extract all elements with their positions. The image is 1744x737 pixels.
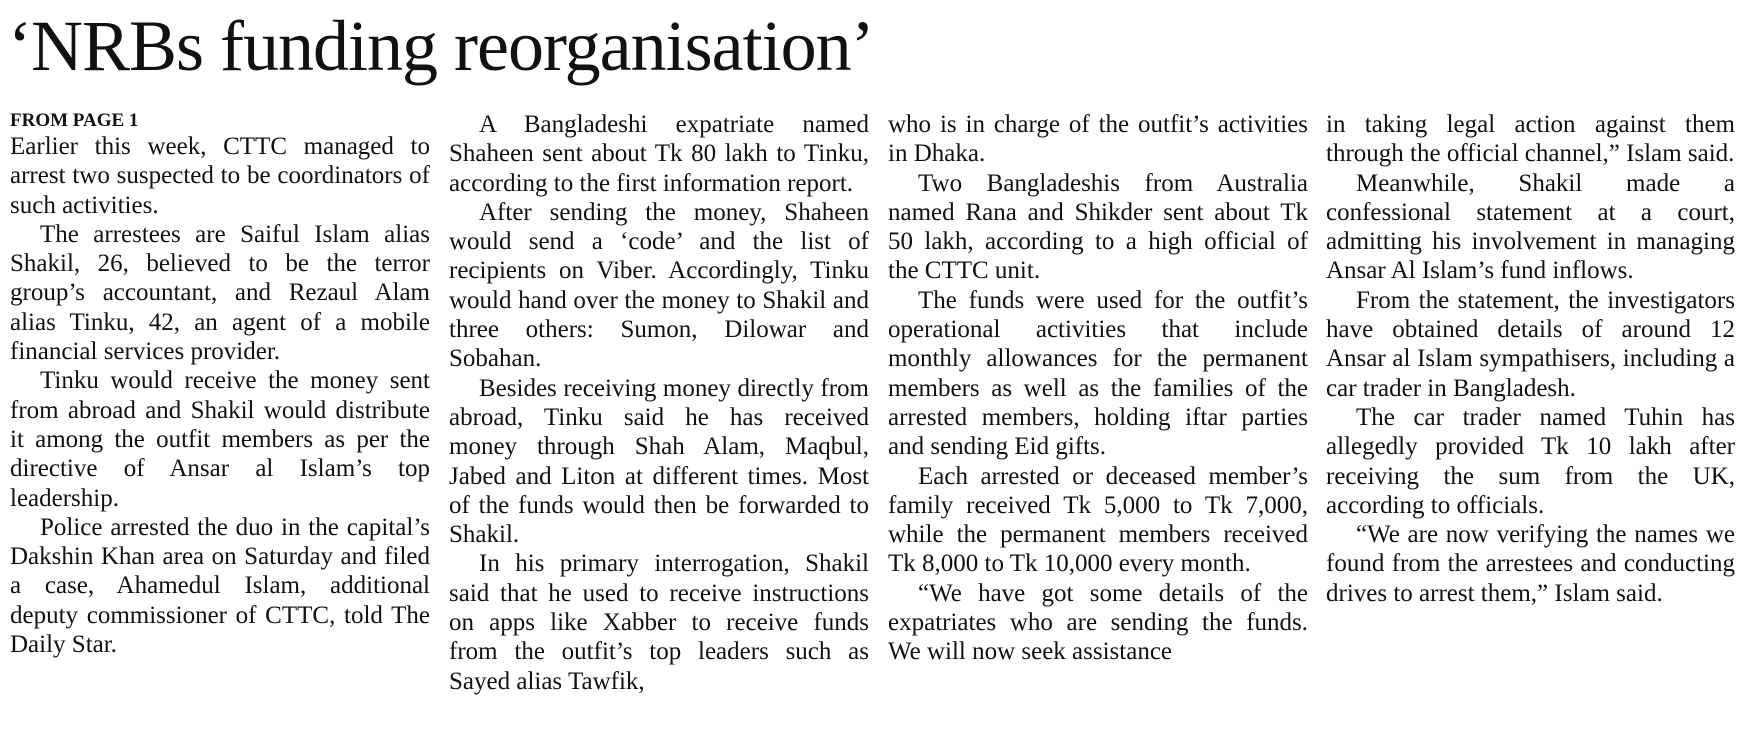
paragraph: After sending the money, Shaheen would send a ‘code’ and the list of recipients on Viber. Accordingly, Tinku would hand over the money to Shakil and three others: Sumon, Dilowar and Sobahan.: [449, 198, 869, 373]
article-column-4: [1326, 110, 1735, 735]
paragraph: The funds were used for the outfit’s operational activities that include monthly allowances for the permanent members as well as the families of the arrested members, holding iftar parties and sending Eid gifts.: [888, 286, 1308, 461]
paragraph: in taking legal action against them through the official channel,” Islam said.: [1326, 111, 1735, 168]
paragraph: The arrestees are Saiful Islam alias Shakil, 26, believed to be the terror group’s accountant, and Rezaul Alam alias Tinku, 42, an agent of a mobile financial services provider.: [10, 220, 430, 366]
headline: ‘NRBs funding reorganisation’: [8, 6, 874, 86]
page-kicker: FROM PAGE 1: [10, 110, 139, 131]
article-column-3: [888, 110, 1308, 735]
paragraph: Police arrested the duo in the capital’s Dakshin Khan area on Saturday and filed a case, Ahamedul Islam, additional deputy commissioner of CTTC, told The Daily Star.: [10, 513, 430, 659]
paragraph: Tinku would receive the money sent from abroad and Shakil would distribute it among the outfit members as per the directive of Ansar al Islam’s top leadership.: [10, 367, 430, 512]
paragraph: From the statement, the investigators have obtained details of around 12 Ansar al Islam sympathisers, including a car trader in Bangladesh.: [1326, 286, 1735, 402]
paragraph: Meanwhile, Shakil made a confessional statement at a court, admitting his involvement in managing Ansar Al Islam’s fund inflows.: [1326, 169, 1735, 285]
paragraph: Two Bangladeshis from Australia named Rana and Shikder sent about Tk 50 lakh, according to a high official of the CTTC unit.: [888, 169, 1308, 285]
paragraph: Besides receiving money directly from abroad, Tinku said he has received money through Shah Alam, Maqbul, Jabed and Liton at different times. Most of the funds would then be forwarded to Shakil.: [449, 374, 869, 549]
paragraph: “We are now verifying the names we found from the arrestees and conducting drives to arrest them,” Islam said.: [1326, 521, 1735, 607]
paragraph: Each arrested or deceased member’s family received Tk 5,000 to Tk 7,000, while the permanent members received Tk 8,000 to Tk 10,000 every month.: [888, 462, 1308, 578]
paragraph: “We have got some details of the expatriates who are sending the funds. We will now seek assistance: [888, 579, 1308, 666]
paragraph: A Bangladeshi expatriate named Shaheen sent about Tk 80 lakh to Tinku, according to the first information report.: [449, 111, 869, 197]
paragraph: who is in charge of the outfit’s activities in Dhaka.: [888, 111, 1308, 168]
article-column-2: [449, 110, 869, 735]
article-column-1: [10, 110, 430, 735]
paragraph: In his primary interrogation, Shakil said that he used to receive instructions on apps like Xabber to receive funds from the outfit’s top leaders such as Sayed alias Tawfik,: [449, 550, 869, 695]
paragraph: The car trader named Tuhin has allegedly provided Tk 10 lakh after receiving the sum from the UK, according to officials.: [1326, 403, 1735, 519]
paragraph: Earlier this week, CTTC managed to arrest two suspected to be coordinators of such activities.: [10, 133, 430, 219]
